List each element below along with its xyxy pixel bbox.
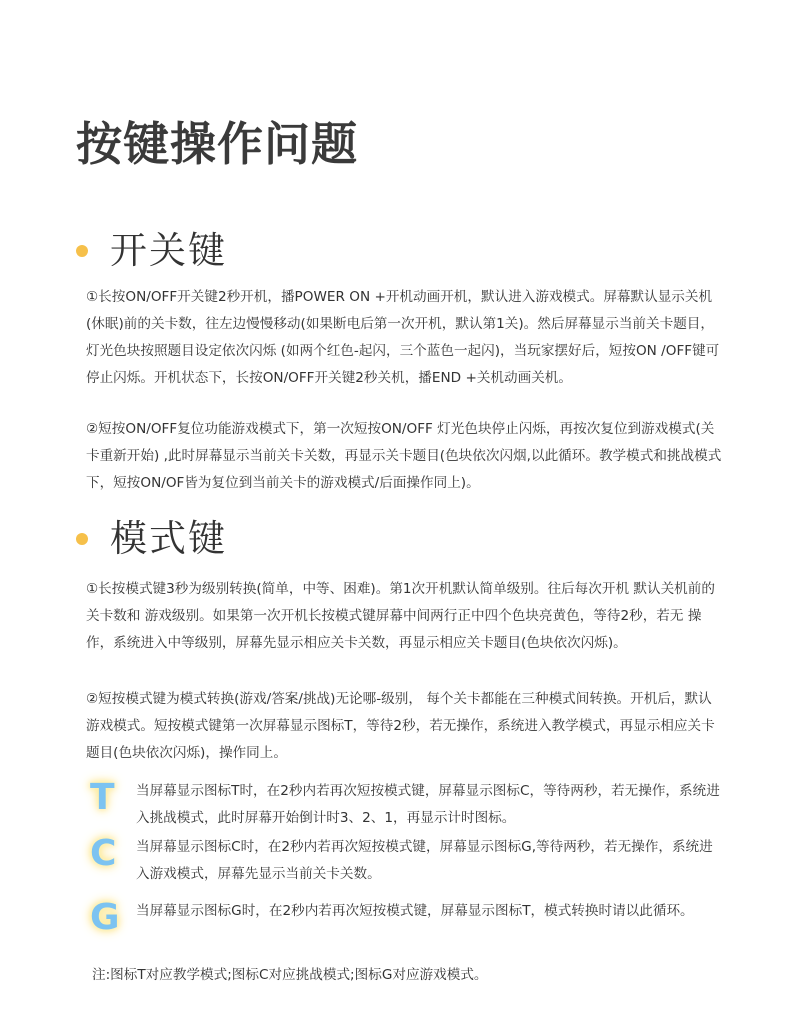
- challenge-mode-c-icon: C: [90, 833, 117, 874]
- mode-row-challenge: [86, 832, 722, 888]
- section-header-power-key: [76, 226, 227, 276]
- paragraph-power-short-press: ②短按ON/OFF复位功能游戏模式下，第一次短按ON/OFF 灯光色块停止闪烁，再按次复位到游戏模式(关卡重新开始) ,此时屏幕显示当前关卡关数，再显示关卡题目(色块依次闪烟,以此循环。教学模式和挑战模式下，短按ON/OF皆为复位到当前关卡的游戏模式/后面操作同上)。: [86, 421, 722, 491]
- paragraph-power-long-press: ①长按ON/OFF开关键2秒开机，播POWER ON +开机动画开机，默认进入游戏模式。屏幕默认显示关机(休眠)前的关卡数，往左边慢慢移动(如果断电后第一次开机，默认第1关)。然后屏幕显示当前关卡题目，灯光色块按照题目设定依次闪烁 (如两个红色-起闪，三个蓝色一起闪)，当玩家摆好后，短按ON /OFF键可停止闪烁。开机状态下，长按ON/OFF开关键2秒关机，播END +关机动画关机。: [86, 289, 720, 386]
- mode-description: 当屏幕显示图标T时，在2秒内若再次短按模式键，屏幕显示图标C，等待两秒，若无操作，系统进入挑战模式，此时屏幕开始倒计时3、2、1，再显示计时图标。: [136, 783, 720, 826]
- section-title: 开关键: [110, 229, 227, 272]
- mode-row-teaching: [86, 776, 722, 832]
- game-mode-g-icon: G: [90, 897, 120, 938]
- teaching-mode-t-icon: T: [90, 777, 115, 818]
- section-header-mode-key: [76, 514, 227, 564]
- section-title: 模式键: [110, 517, 227, 560]
- paragraph-mode-long-press: ①长按模式键3秒为级别转换(简单，中等、困难)。第1次开机默认简单级别。往后每次开机 默认关机前的关卡数和 游戏级别。如果第一次开机长按模式键屏幕中间两行正中四个色块亮黄色，等待2秒，若无 操作，系统进入中等级别，屏幕先显示相应关卡关数，再显示相应关卡题目(色块依次闪烁)。: [86, 581, 715, 651]
- mode-description: 当屏幕显示图标C时，在2秒内若再次短按模式键，屏幕显示图标G,等待两秒，若无操作，系统进入游戏模式，屏幕先显示当前关卡关数。: [136, 839, 713, 882]
- mode-description: 当屏幕显示图标G时，在2秒内若再次短按模式键，屏幕显示图标T，模式转换时请以此循环。: [136, 903, 694, 919]
- bullet-dot-icon: [76, 245, 88, 257]
- footnote: 注:图标T对应教学模式;图标C对应挑战模式;图标G对应游戏模式。: [92, 967, 488, 983]
- mode-row-game: [86, 896, 722, 940]
- paragraph-mode-short-press: ②短按模式键为模式转换(游戏/答案/挑战)无论哪-级别， 每个关卡都能在三种模式间转换。开机后，默认游戏模式。短按模式键第一次屏幕显示图标T，等待2秒，若无操作，系统进入教学模式，再显示相应关卡题目(色块依次闪烁)，操作同上。: [86, 691, 715, 761]
- bullet-dot-icon: [76, 533, 88, 545]
- page-title: 按键操作问题: [76, 117, 358, 171]
